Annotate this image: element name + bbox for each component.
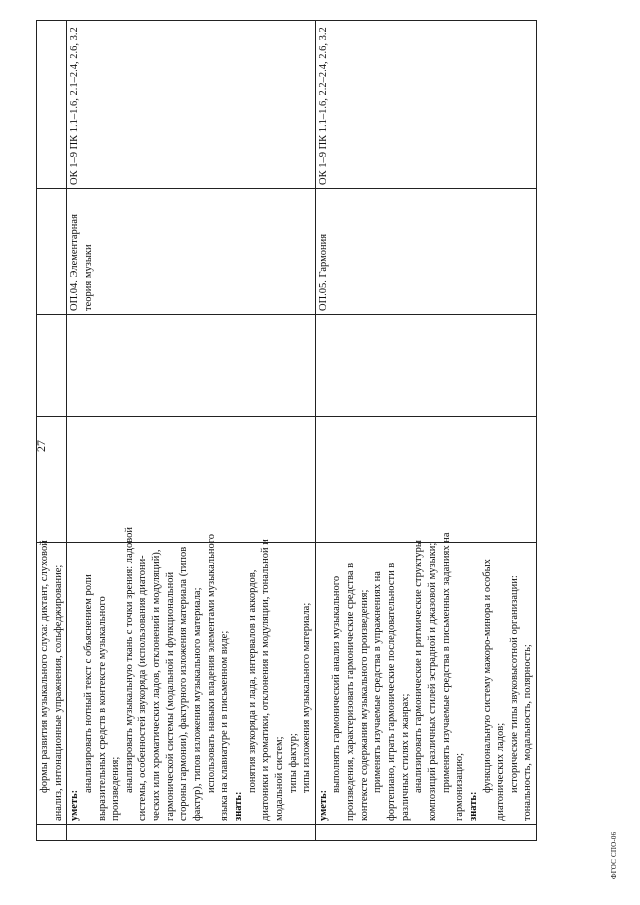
row-0-content: формы развития музыкального слуха: диктант, слуховой анализ, интонационные упражнения, сольфеджирование; — [37, 543, 67, 825]
competency-codes: ОК 1–9 ПК 1.1–1.6, 2.2–2.4, 2.6, 3.2 — [315, 21, 536, 189]
row-2-content: уметь: выполнять гармонический анализ музыкального произведения, характеризовать гармонические средства в контексте содержания музыкального произведения; применять изучаемые средства в упражнениях на фортепиано, играть гармонические последовательности в различных стилях и жанрах; анализировать гармонические и ритмические структуры композиций различных стилей эстрадной и джазовой музыки; применять изучаемые средства в письменных заданиях на гармонизацию; знать: функциональную систему мажоро-минора и особых диатонических ладов; исторические типы звуковысотной организации: тональность, модальность, полярность; — [315, 543, 536, 825]
table-row — [315, 21, 536, 841]
table-row — [67, 21, 316, 841]
competency-codes: ОК 1–9 ПК 1.1–1.6, 2.1–2.4, 2.6, 3.2 — [67, 21, 316, 189]
footer-label: ФГОС СПО-06 — [610, 831, 618, 879]
page-number: 27 — [34, 440, 48, 452]
discipline-code: ОП.05. Гармония — [315, 189, 536, 315]
discipline-code: ОП.04. Элементарная теория музыки — [67, 189, 316, 315]
row-1-content: уметь: анализировать нотный текст с объяснением роли выразительных средств в контексте музыкального произведения; анализировать музыкальную ткань с точки зрения: ладовой системы, особенностей звукоряда (использования диатони- ческих или хроматических ладов, отклонений и модуляций), гармонической системы (модальной и функциональной стороны гармонии), фактурного изложения материала (типов фактур), типов изложения музыкального материала; использовать навыки владения элементами музыкального языка на клавиатуре и в письменном виде; знать: понятия звукоряда и лада, интервалов и аккордов, диатоники и хроматики, отклонения и модуляции, тональной и модальной систем; типы фактур; типы изложения музыкального материала; — [67, 543, 316, 825]
curriculum-table — [36, 20, 537, 841]
table-row — [37, 21, 67, 841]
